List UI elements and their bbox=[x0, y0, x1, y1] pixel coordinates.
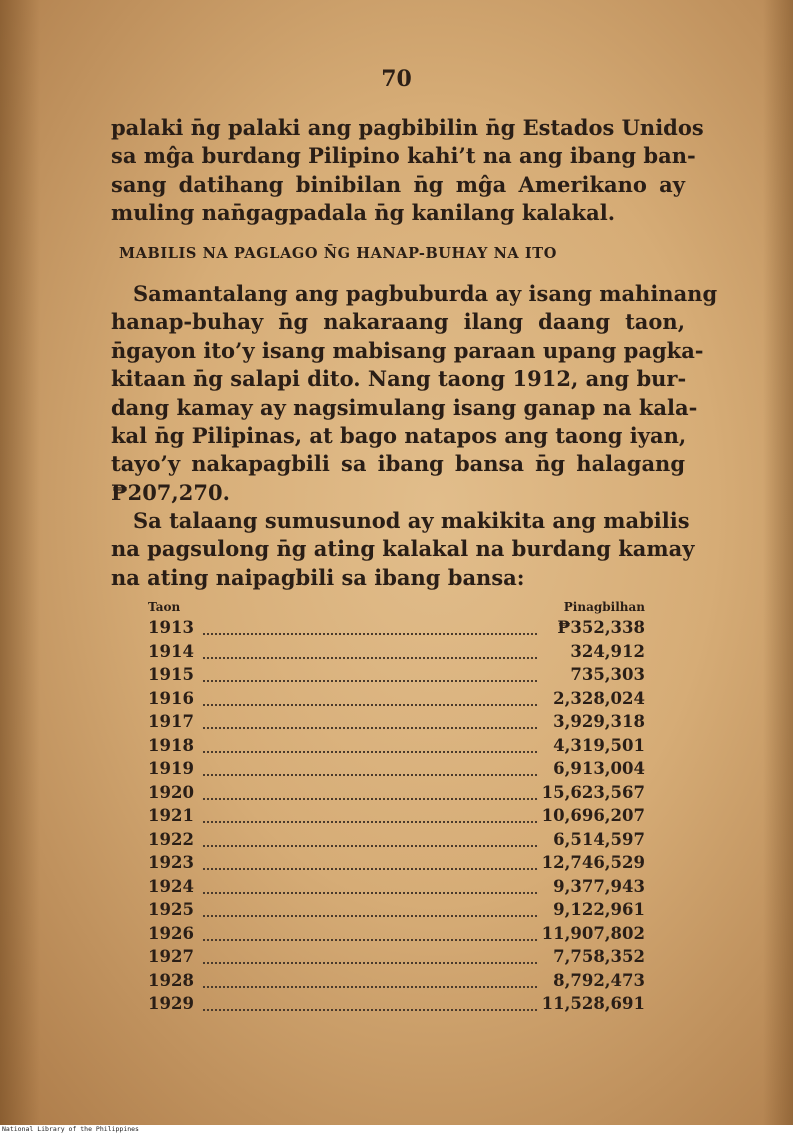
year-cell: 1929 bbox=[148, 994, 194, 1013]
text-line: hanap-buhay n̄g nakaraang ilang daang taon, bbox=[111, 309, 685, 335]
dot-leader bbox=[203, 751, 537, 753]
table-row bbox=[148, 783, 645, 807]
year-cell: 1915 bbox=[148, 665, 194, 684]
text-line: ₱207,270. bbox=[111, 479, 230, 505]
dot-leader bbox=[203, 821, 537, 823]
footer-credit: National Library of the Philippines bbox=[2, 1125, 139, 1133]
column-header-year: Taon bbox=[148, 600, 181, 614]
text-line: palaki n̄g palaki ang pagbibilin n̄g Estados Unidos bbox=[111, 115, 704, 140]
amount-cell: 11,907,802 bbox=[541, 923, 645, 943]
year-cell: 1922 bbox=[148, 829, 194, 849]
dot-leader bbox=[203, 868, 537, 870]
table-row bbox=[148, 712, 645, 736]
dot-leader bbox=[203, 986, 537, 988]
year-cell: 1924 bbox=[148, 876, 194, 896]
table-row bbox=[148, 689, 645, 713]
table-row bbox=[148, 853, 645, 877]
year-cell: 1919 bbox=[148, 759, 194, 778]
year-cell: 1914 bbox=[148, 641, 194, 661]
table-row bbox=[148, 877, 645, 901]
year-cell: 1920 bbox=[148, 782, 194, 802]
amount-cell: 10,696,207 bbox=[541, 806, 645, 825]
table-body bbox=[148, 618, 645, 1018]
table-row bbox=[148, 994, 645, 1018]
year-cell: 1926 bbox=[148, 923, 194, 943]
dot-leader bbox=[203, 657, 537, 659]
amount-cell: 8,792,473 bbox=[553, 970, 645, 990]
amount-cell: ₱352,338 bbox=[557, 618, 645, 637]
paragraph-2 bbox=[111, 280, 718, 507]
text-line: na pagsulong n̄g ating kalakal na burdang kamay bbox=[111, 536, 695, 562]
year-cell: 1913 bbox=[148, 618, 194, 637]
column-header-amount: Pinagbilhan bbox=[563, 600, 645, 614]
amount-cell: 9,377,943 bbox=[553, 876, 645, 896]
text-line: Samantalang ang pagbuburda ay isang mahinang bbox=[133, 281, 718, 306]
dot-leader bbox=[203, 774, 537, 776]
paragraph-1 bbox=[111, 114, 704, 228]
text-line: Sa talaang sumusunod ay makikita ang mabilis bbox=[133, 508, 690, 533]
dot-leader bbox=[203, 727, 537, 729]
dot-leader bbox=[203, 633, 537, 635]
year-cell: 1923 bbox=[148, 853, 194, 872]
dot-leader bbox=[203, 892, 537, 894]
year-cell: 1917 bbox=[148, 712, 194, 731]
table-row bbox=[148, 947, 645, 971]
amount-cell: 7,758,352 bbox=[553, 947, 645, 966]
year-cell: 1928 bbox=[148, 970, 194, 990]
table-row bbox=[148, 618, 645, 642]
table-row bbox=[148, 642, 645, 666]
text-line: n̄gayon ito’y isang mabisang paraan upang pagka- bbox=[111, 337, 704, 363]
table-row bbox=[148, 665, 645, 689]
table-row bbox=[148, 736, 645, 760]
text-line: tayo’y nakapagbili sa ibang bansa n̄g halagang bbox=[111, 451, 685, 477]
table-header bbox=[148, 596, 645, 618]
amount-cell: 3,929,318 bbox=[553, 712, 645, 731]
section-heading: MABILIS NA PAGLAGO N̄G HANAP-BUHAY NA ITO bbox=[119, 245, 557, 262]
amount-cell: 11,528,691 bbox=[541, 994, 645, 1013]
paragraph-3 bbox=[111, 507, 695, 592]
text-line: kitaan n̄g salapi dito. Nang taong 1912, ang bur- bbox=[111, 366, 687, 392]
export-table bbox=[148, 596, 645, 1018]
text-line: sa mĝa burdang Pilipino kahi’t na ang ibang ban- bbox=[111, 143, 696, 169]
table-row bbox=[148, 900, 645, 924]
dot-leader bbox=[203, 915, 537, 917]
amount-cell: 15,623,567 bbox=[541, 782, 645, 802]
year-cell: 1918 bbox=[148, 735, 194, 755]
amount-cell: 12,746,529 bbox=[541, 853, 645, 872]
dot-leader bbox=[203, 680, 537, 682]
dot-leader bbox=[203, 962, 537, 964]
amount-cell: 2,328,024 bbox=[553, 688, 645, 708]
table-row bbox=[148, 830, 645, 854]
dot-leader bbox=[203, 1009, 537, 1011]
amount-cell: 9,122,961 bbox=[553, 900, 645, 919]
table-row bbox=[148, 759, 645, 783]
text-line: sang datihang binibilan n̄g mĝa Amerikano ay bbox=[111, 171, 685, 197]
dot-leader bbox=[203, 798, 537, 800]
text-line: muling nan̄gagpadala n̄g kanilang kalakal. bbox=[111, 200, 615, 226]
text-line: dang kamay ay nagsimulang isang ganap na kala- bbox=[111, 394, 698, 420]
amount-cell: 735,303 bbox=[570, 665, 645, 684]
year-cell: 1916 bbox=[148, 688, 194, 708]
table-row bbox=[148, 971, 645, 995]
page-number: 70 bbox=[381, 66, 412, 92]
amount-cell: 324,912 bbox=[570, 641, 645, 661]
year-cell: 1921 bbox=[148, 806, 194, 825]
amount-cell: 6,913,004 bbox=[553, 759, 645, 778]
dot-leader bbox=[203, 704, 537, 706]
table-row bbox=[148, 924, 645, 948]
table-row bbox=[148, 806, 645, 830]
dot-leader bbox=[203, 939, 537, 941]
amount-cell: 6,514,597 bbox=[553, 829, 645, 849]
dot-leader bbox=[203, 845, 537, 847]
text-line: na ating naipagbili sa ibang bansa: bbox=[111, 564, 525, 590]
year-cell: 1927 bbox=[148, 947, 194, 966]
text-line: kal n̄g Pilipinas, at bago natapos ang taong iyan, bbox=[111, 423, 687, 449]
amount-cell: 4,319,501 bbox=[553, 735, 645, 755]
year-cell: 1925 bbox=[148, 900, 194, 919]
